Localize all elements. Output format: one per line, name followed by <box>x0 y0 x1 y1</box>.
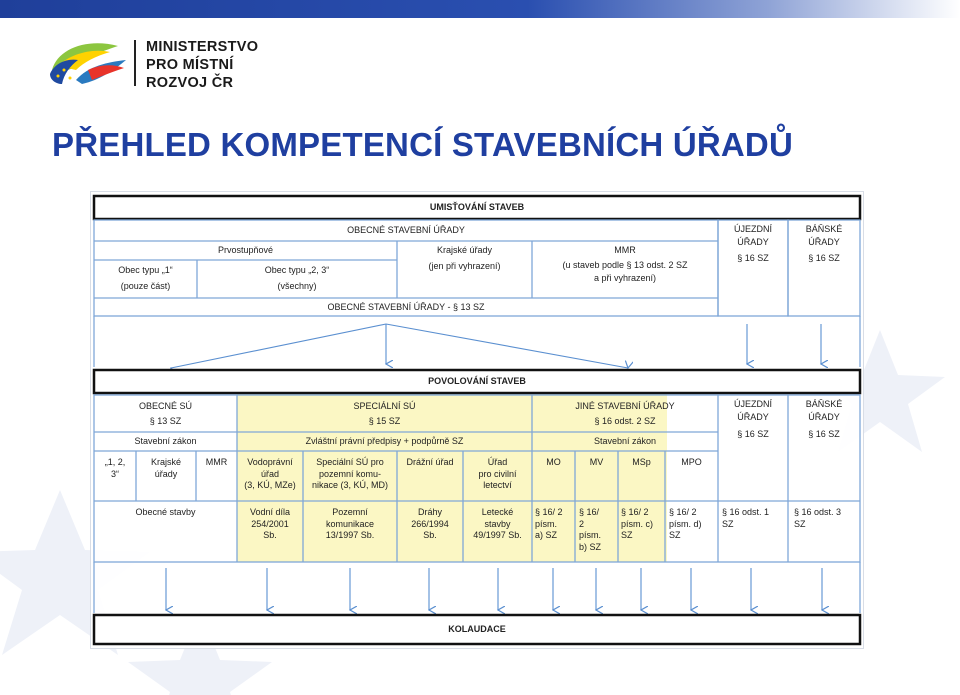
obecne-su-footer: OBECNÉ STAVEBNÍ ÚŘADY - § 13 SZ <box>327 302 485 312</box>
banske-urady-label-2: ÚŘADY <box>808 237 840 247</box>
cell-line: Speciální SÚ pro <box>316 457 384 467</box>
ministry-line: MINISTERSTVO <box>146 39 259 55</box>
banske-urady-law: § 16 SZ <box>808 253 840 263</box>
obec1-label: Obec typu „1“ <box>118 265 173 275</box>
cell-line: 2 <box>579 518 585 529</box>
banske-urady-law: § 16 SZ <box>808 429 840 439</box>
cell-line: Pozemní <box>332 507 368 517</box>
structures-msp <box>621 507 665 542</box>
cell-line: úřad <box>260 468 279 479</box>
cell-line: MSp <box>632 457 651 467</box>
logo-separator <box>134 40 136 86</box>
cell-line: § 16 odst. 3 <box>794 507 842 517</box>
ministry-logo <box>48 40 128 88</box>
cell-line: stavby <box>484 518 511 529</box>
cell-line: Krajské <box>150 457 181 467</box>
ujezdni-urady-law: § 16 SZ <box>737 253 769 263</box>
structures-mv <box>579 507 618 553</box>
specialni-su-label: SPECIÁLNÍ SÚ <box>353 401 416 411</box>
cell-line: písm. d) <box>669 518 702 529</box>
page-title: PŘEHLED KOMPETENCÍ STAVEBNÍCH ÚŘADŮ <box>52 126 793 163</box>
office-msp <box>618 457 665 469</box>
krajske-urady-note: (jen při vyhrazení) <box>428 261 501 271</box>
banske-urady-label-2: ÚŘADY <box>808 412 840 422</box>
top-accent-bar <box>0 0 960 18</box>
cell-line: MO <box>546 457 561 467</box>
structures-banske <box>794 507 860 530</box>
office-obec <box>94 457 136 480</box>
structures-vodni-dila <box>237 507 303 542</box>
cell-line: Drážní úřad <box>406 457 454 467</box>
obecne-su-label: OBECNÉ SÚ <box>138 401 192 411</box>
prvostupnove-label: Prvostupňové <box>217 245 274 255</box>
ministry-name <box>146 38 258 92</box>
office-mo <box>532 457 575 469</box>
mmr-note: (u staveb podle § 13 odst. 2 SZ <box>562 260 688 270</box>
cell-line: Obecné stavby <box>135 507 196 517</box>
cell-line: pozemní komu- <box>318 468 382 479</box>
stavebni-zakon-label: Stavební zákon <box>134 436 197 446</box>
cell-line: Dráhy <box>417 507 442 517</box>
cell-line: MMR <box>205 457 228 467</box>
cell-line: (3, KÚ, MZe) <box>244 480 296 490</box>
cell-line: SZ <box>794 518 806 529</box>
cell-line: § 16/ 2 <box>535 507 563 517</box>
obec23-note: (všechny) <box>277 281 317 291</box>
structures-letecke <box>463 507 532 542</box>
cell-line: § 16/ 2 <box>669 507 697 517</box>
jine-su-law: § 16 odst. 2 SZ <box>594 416 656 426</box>
office-mv <box>575 457 618 469</box>
competence-diagram <box>90 191 864 649</box>
cell-line: § 16/ 2 <box>621 507 649 517</box>
cell-line: SZ <box>669 530 681 540</box>
ministry-line: PRO MÍSTNÍ <box>146 57 234 73</box>
mmr-label: MMR <box>614 245 636 255</box>
cell-line: Úřad <box>487 457 508 467</box>
obec23-label: Obec typu „2, 3“ <box>264 265 330 275</box>
obec1-note: (pouze část) <box>120 281 171 291</box>
stavebni-zakon-label-2: Stavební zákon <box>593 436 657 446</box>
cell-line: nikace (3, KÚ, MD) <box>311 480 389 490</box>
cell-line: SZ <box>621 530 633 540</box>
cell-line: komunikace <box>325 518 375 529</box>
cell-line: SZ <box>722 518 734 529</box>
cell-line: § 16/ <box>579 507 600 517</box>
office-mmr <box>196 457 237 469</box>
cell-line: letectví <box>483 480 512 490</box>
office-vodopravni-urad <box>237 457 303 492</box>
cell-line: písm. c) <box>621 518 654 529</box>
office-krajske-urady <box>136 457 196 480</box>
structures-mo <box>535 507 575 542</box>
jine-su-label: JINÉ STAVEBNÍ ÚŘADY <box>575 401 675 411</box>
cell-line: MV <box>589 457 604 467</box>
mmr-note-2: a při vyhrazení) <box>593 273 657 283</box>
structures-ujezdni <box>722 507 788 530</box>
cell-line: Vodní díla <box>249 507 291 517</box>
office-specialni-su-pk <box>303 457 397 492</box>
cell-line: 3“ <box>110 468 119 479</box>
ujezdni-urady-label-2: ÚŘADY <box>737 237 769 247</box>
cell-line: a) SZ <box>535 530 558 540</box>
zvlastni-predpisy-label: Zvláštní právní předpisy + podpůrně SZ <box>305 436 464 446</box>
banske-urady-label: BÁŇSKÉ <box>805 399 843 409</box>
cell-line: písm. <box>535 518 558 529</box>
ministry-line: ROZVOJ ČR <box>146 75 234 91</box>
cell-line: Letecké <box>481 507 514 517</box>
structures-mpo <box>669 507 718 542</box>
cell-line: pro civilní <box>478 468 517 479</box>
cell-line: Sb. <box>263 530 277 540</box>
structures-obecne <box>94 507 237 519</box>
office-civilni-letectvi <box>463 457 532 492</box>
cell-line: 254/2001 <box>251 518 289 529</box>
povolovani-heading: POVOLOVÁNÍ STAVEB <box>428 376 526 386</box>
structures-drahy <box>397 507 463 542</box>
krajske-urady-label: Krajské úřady <box>436 245 493 255</box>
cell-line: b) SZ <box>579 541 602 552</box>
ujezdni-urady-law: § 16 SZ <box>737 429 769 439</box>
cell-line: „1, 2, <box>104 457 126 467</box>
cell-line: MPO <box>681 457 702 467</box>
kolaudace-heading: KOLAUDACE <box>448 624 506 634</box>
ujezdni-urady-label: ÚJEZDNÍ <box>734 224 772 234</box>
office-mpo <box>665 457 718 469</box>
obecne-su-law: § 13 SZ <box>149 416 182 426</box>
office-drazni-urad <box>397 457 463 469</box>
cell-line: § 16 odst. 1 <box>722 507 770 517</box>
umistovani-heading: UMISŤOVÁNÍ STAVEB <box>429 202 525 212</box>
cell-line: 13/1997 Sb. <box>325 530 375 540</box>
cell-line: Sb. <box>423 530 437 540</box>
cell-line: Vodoprávní <box>247 457 293 467</box>
ujezdni-urady-label: ÚJEZDNÍ <box>734 399 772 409</box>
cell-line: 49/1997 Sb. <box>473 530 522 540</box>
ujezdni-urady-label-2: ÚŘADY <box>737 412 769 422</box>
cell-line: písm. <box>579 530 602 540</box>
obecne-su-heading: OBECNÉ STAVEBNÍ ÚŘADY <box>347 225 465 235</box>
specialni-su-law: § 15 SZ <box>368 416 401 426</box>
structures-pozemni-komunikace <box>303 507 397 542</box>
banske-urady-label: BÁŇSKÉ <box>805 224 843 234</box>
cell-line: 266/1994 <box>411 518 449 529</box>
cell-line: úřady <box>154 468 178 479</box>
